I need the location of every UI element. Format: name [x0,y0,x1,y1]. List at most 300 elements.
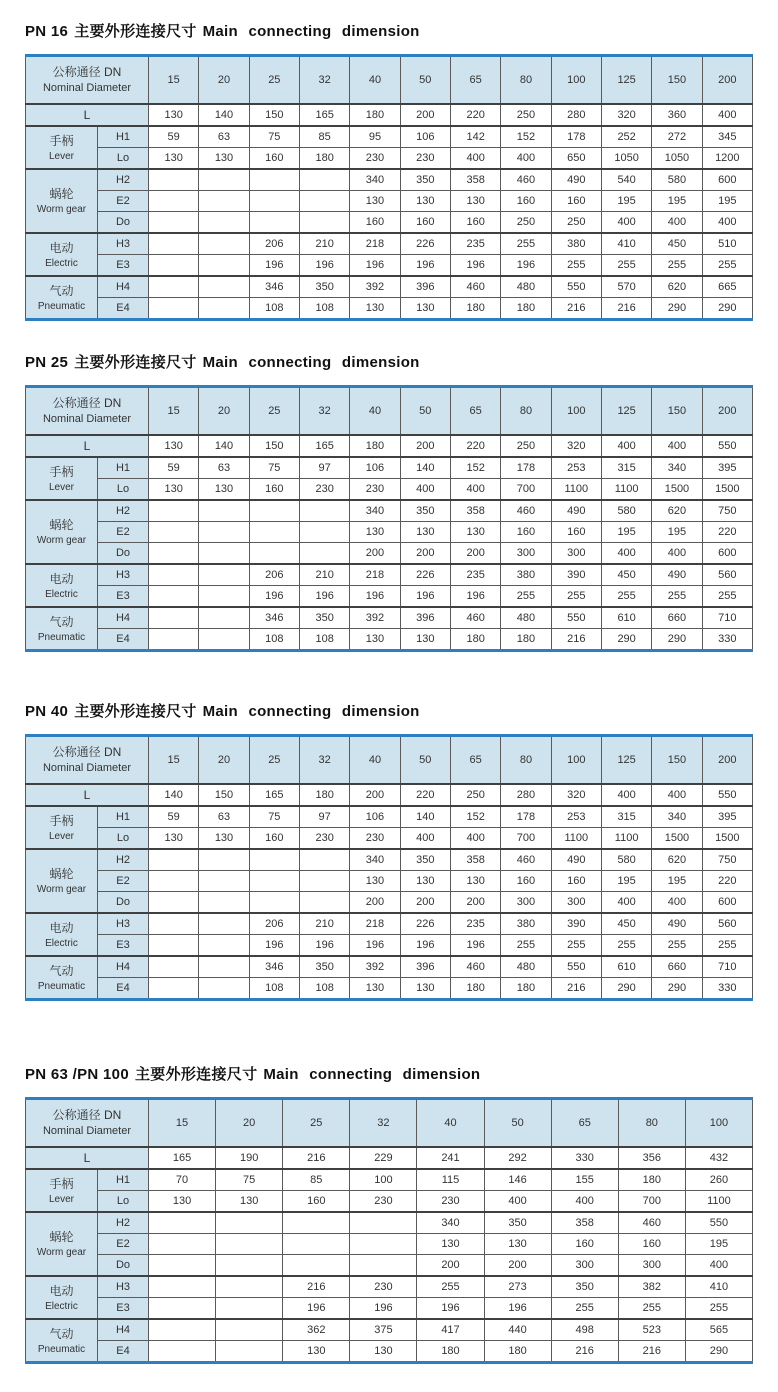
value-cell-Do-50: 160 [400,212,450,234]
value-cell-H3-150: 490 [652,564,702,586]
value-cell-H3-15 [149,233,199,255]
value-cell-L-20: 190 [216,1147,283,1169]
nominal-diameter-cn: 公称通径 DN [52,65,122,80]
value-cell-E3-20 [199,935,249,957]
value-cell-H1-100: 260 [685,1169,752,1191]
category-en: Pneumatic [37,300,86,312]
value-cell-H1-50: 106 [400,126,450,148]
value-cell-L-40: 200 [350,784,400,806]
sub-label-H2: H2 [98,500,149,522]
value-cell-E3-150: 255 [652,586,702,608]
value-cell-H4-25: 346 [249,276,299,298]
value-cell-E3-200: 255 [702,935,752,957]
value-cell-E4-50: 130 [400,298,450,320]
value-cell-L-25: 150 [249,104,299,126]
value-cell-L-80: 356 [618,1147,685,1169]
value-cell-H2-25 [249,500,299,522]
value-cell-E2-50: 130 [400,522,450,543]
value-cell-Lo-100: 650 [551,148,601,170]
value-cell-E2-50: 130 [400,191,450,212]
category-label-pneumatic [26,607,98,651]
dimension-row-H3 [26,233,753,255]
dn-column-header-100: 100 [685,1099,752,1148]
value-cell-H1-100: 253 [551,457,601,479]
nominal-diameter-cn: 公称通径 DN [52,1108,122,1123]
category-cn: 电动 [49,240,74,255]
value-cell-H4-125: 610 [601,607,651,629]
value-cell-E2-80: 160 [501,871,551,892]
value-cell-Lo-40: 230 [350,148,400,170]
value-cell-H1-50: 140 [400,457,450,479]
value-cell-L-150: 400 [652,784,702,806]
value-cell-H3-80: 255 [501,233,551,255]
value-cell-H4-15 [149,607,199,629]
value-cell-E2-80: 160 [501,191,551,212]
value-cell-H1-15: 59 [149,806,199,828]
dimension-row-E3 [26,1298,753,1320]
value-cell-H2-100: 490 [551,849,601,871]
nominal-diameter-en: Nominal Diameter [42,761,132,774]
value-cell-L-100: 432 [685,1147,752,1169]
value-cell-H1-150: 340 [652,806,702,828]
dimension-row-H4 [26,1319,753,1341]
title-chinese: 主要外形连接尺寸 [74,23,197,40]
title-english: Main connecting dimension [202,23,420,40]
sub-label-H3: H3 [98,1276,149,1298]
value-cell-L-20: 140 [199,435,249,457]
value-cell-E3-125: 255 [601,255,651,277]
value-cell-H3-200: 510 [702,233,752,255]
dn-column-header-80: 80 [501,736,551,785]
value-cell-H2-100: 490 [551,169,601,191]
value-cell-H4-150: 660 [652,607,702,629]
value-cell-H4-65: 460 [450,956,500,978]
value-cell-H2-15 [149,169,199,191]
value-cell-E4-200: 290 [702,298,752,320]
value-cell-H1-65: 152 [450,806,500,828]
value-cell-H1-200: 395 [702,806,752,828]
value-cell-H4-32: 350 [299,607,349,629]
category-en: Lever [48,1193,74,1205]
value-cell-E3-32: 196 [299,586,349,608]
sub-label-E3: E3 [98,255,149,277]
value-cell-H2-80: 460 [618,1212,685,1234]
value-cell-Do-20 [199,212,249,234]
dimension-row-Do [26,1255,753,1277]
title-pn-rating: PN 63 /PN 100 [25,1066,129,1083]
pn25-dimension-table [25,385,753,652]
value-cell-Lo-65: 400 [551,1191,618,1213]
dimension-row-H2 [26,500,753,522]
value-cell-H4-125: 570 [601,276,651,298]
value-cell-H2-25 [249,849,299,871]
value-cell-Do-125: 400 [601,543,651,565]
value-cell-E2-100: 160 [551,191,601,212]
value-cell-H1-32: 97 [299,457,349,479]
value-cell-Do-65: 160 [450,212,500,234]
value-cell-E3-40: 196 [350,586,400,608]
value-cell-H3-100: 380 [551,233,601,255]
value-cell-Lo-65: 400 [450,828,500,850]
value-cell-H2-50: 350 [400,169,450,191]
value-cell-Do-40: 200 [350,892,400,914]
value-cell-H4-80: 480 [501,276,551,298]
category-cn: 电动 [49,920,74,935]
value-cell-Do-125: 400 [601,892,651,914]
value-cell-E2-32 [350,1234,417,1255]
dn-column-header-40: 40 [350,736,400,785]
value-cell-Do-32 [299,212,349,234]
dimension-row-Lo [26,828,753,850]
header-row [26,56,753,105]
value-cell-H3-32: 210 [299,233,349,255]
category-en: Worm gear [36,884,87,895]
value-cell-L-125: 400 [601,435,651,457]
dimension-row-Lo [26,1191,753,1213]
dimension-row-Do [26,892,753,914]
value-cell-E4-20 [199,629,249,651]
value-cell-H1-50: 146 [484,1169,551,1191]
value-cell-E2-80: 160 [501,522,551,543]
title-english: Main connecting dimension [202,703,420,720]
value-cell-H3-15 [149,913,199,935]
value-cell-E4-25: 108 [249,629,299,651]
value-cell-Do-25 [249,543,299,565]
nominal-diameter-en: Nominal Diameter [42,1124,132,1137]
title-english: Main connecting dimension [263,1066,481,1083]
value-cell-H1-20: 63 [199,457,249,479]
value-cell-H2-20 [199,169,249,191]
dn-column-header-25: 25 [249,387,299,436]
category-cn: 蜗轮 [49,867,74,881]
value-cell-H1-65: 155 [551,1169,618,1191]
value-cell-E2-65: 130 [450,191,500,212]
value-cell-H4-25: 346 [249,956,299,978]
value-cell-E4-15 [149,978,199,1000]
category-label-lever [26,457,98,500]
value-cell-H2-25 [283,1212,350,1234]
value-cell-L-65: 220 [450,435,500,457]
value-cell-L-150: 400 [652,435,702,457]
value-cell-E4-20 [216,1341,283,1363]
sub-label-Do: Do [98,543,149,565]
value-cell-H2-150: 620 [652,500,702,522]
dn-column-header-100: 100 [551,736,601,785]
sub-label-E3: E3 [98,586,149,608]
value-cell-E2-80: 160 [618,1234,685,1255]
value-cell-H2-200: 750 [702,849,752,871]
dimension-row-E2 [26,191,753,212]
value-cell-Lo-125: 1100 [601,479,651,501]
dimension-row-E2 [26,871,753,892]
value-cell-H1-40: 95 [350,126,400,148]
value-cell-Do-200: 600 [702,543,752,565]
value-cell-Do-100: 400 [685,1255,752,1277]
value-cell-H1-20: 75 [216,1169,283,1191]
value-cell-H3-80: 382 [618,1276,685,1298]
value-cell-H4-25: 346 [249,607,299,629]
value-cell-E3-15 [149,1298,216,1320]
value-cell-H3-125: 450 [601,564,651,586]
title-chinese: 主要外形连接尺寸 [74,703,197,720]
value-cell-H4-200: 710 [702,956,752,978]
category-en: Pneumatic [37,980,86,992]
category-label-electric [26,564,98,607]
value-cell-Do-80: 300 [501,543,551,565]
value-cell-H1-100: 178 [551,126,601,148]
value-cell-E4-150: 290 [652,629,702,651]
value-cell-L-150: 360 [652,104,702,126]
value-cell-E2-50: 130 [400,871,450,892]
value-cell-H2-200: 750 [702,500,752,522]
value-cell-E4-80: 180 [501,298,551,320]
value-cell-Lo-32: 230 [299,828,349,850]
category-en: Worm gear [36,535,87,546]
dn-column-header-200: 200 [702,387,752,436]
value-cell-L-40: 180 [350,104,400,126]
value-cell-H4-32: 350 [299,276,349,298]
value-cell-Do-40: 200 [350,543,400,565]
dn-column-header-125: 125 [601,56,651,105]
value-cell-H1-80: 152 [501,126,551,148]
value-cell-H4-150: 620 [652,276,702,298]
value-cell-H3-40: 255 [417,1276,484,1298]
value-cell-E2-32 [299,522,349,543]
sub-label-Lo: Lo [98,148,149,170]
value-cell-H2-20 [216,1212,283,1234]
category-en: Electric [45,588,78,600]
dn-column-header-65: 65 [450,56,500,105]
value-cell-E4-100: 216 [551,629,601,651]
sub-label-E2: E2 [98,522,149,543]
value-cell-H3-32: 230 [350,1276,417,1298]
value-cell-H3-25: 206 [249,564,299,586]
value-cell-H3-65: 235 [450,913,500,935]
value-cell-H2-80: 460 [501,500,551,522]
value-cell-Lo-150: 1500 [652,479,702,501]
value-cell-E4-32: 130 [350,1341,417,1363]
value-cell-H3-20 [199,233,249,255]
value-cell-E2-40: 130 [350,522,400,543]
value-cell-H4-50: 396 [400,276,450,298]
value-cell-Lo-125: 1050 [601,148,651,170]
value-cell-L-32: 229 [350,1147,417,1169]
value-cell-Lo-32: 230 [299,479,349,501]
value-cell-H4-20 [199,607,249,629]
value-cell-Do-32 [299,543,349,565]
value-cell-E3-15 [149,935,199,957]
dn-column-header-50: 50 [400,736,450,785]
dn-column-header-65: 65 [450,387,500,436]
value-cell-H1-25: 85 [283,1169,350,1191]
value-cell-H4-40: 417 [417,1319,484,1341]
nominal-diameter-header-cell [26,736,149,785]
value-cell-Do-32 [350,1255,417,1277]
value-cell-E2-25 [249,191,299,212]
value-cell-E2-20 [199,191,249,212]
row-label-L: L [26,104,149,126]
dimension-row-E4 [26,1341,753,1363]
dimension-row-Do [26,212,753,234]
value-cell-Lo-15: 130 [149,479,199,501]
value-cell-H4-150: 660 [652,956,702,978]
value-cell-H2-65: 358 [450,500,500,522]
category-en: Pneumatic [37,1343,86,1355]
category-label-electric [26,233,98,276]
dimension-row-H1 [26,806,753,828]
value-cell-H1-15: 59 [149,457,199,479]
row-label-L: L [26,784,149,806]
dn-column-header-20: 20 [199,736,249,785]
value-cell-E2-50: 130 [484,1234,551,1255]
value-cell-E2-200: 220 [702,522,752,543]
dn-column-header-50: 50 [400,387,450,436]
value-cell-E3-50: 196 [400,935,450,957]
value-cell-E4-15 [149,298,199,320]
l-row [26,1147,753,1169]
value-cell-Lo-100: 1100 [685,1191,752,1213]
value-cell-H1-200: 345 [702,126,752,148]
dn-column-header-40: 40 [417,1099,484,1148]
value-cell-E2-100: 195 [685,1234,752,1255]
value-cell-Do-80: 300 [501,892,551,914]
value-cell-E4-100: 216 [551,298,601,320]
dn-column-header-50: 50 [400,56,450,105]
value-cell-E4-100: 216 [551,978,601,1000]
value-cell-H3-125: 410 [601,233,651,255]
value-cell-E3-80: 255 [501,586,551,608]
value-cell-E2-32 [299,191,349,212]
value-cell-H2-65: 358 [551,1212,618,1234]
dimension-row-E2 [26,522,753,543]
value-cell-Lo-32: 230 [350,1191,417,1213]
value-cell-L-100: 320 [551,784,601,806]
value-cell-H2-150: 620 [652,849,702,871]
value-cell-H2-15 [149,849,199,871]
value-cell-H1-40: 115 [417,1169,484,1191]
value-cell-E3-40: 196 [417,1298,484,1320]
value-cell-H4-200: 710 [702,607,752,629]
category-cn: 手柄 [49,1176,74,1191]
dn-column-header-50: 50 [484,1099,551,1148]
value-cell-Lo-65: 400 [450,479,500,501]
value-cell-E4-32: 108 [299,298,349,320]
value-cell-Lo-80: 400 [501,148,551,170]
category-en: Lever [48,481,74,493]
header-row [26,736,753,785]
sub-label-E4: E4 [98,1341,149,1363]
dimension-row-E4 [26,978,753,1000]
value-cell-Lo-50: 400 [484,1191,551,1213]
category-label-pneumatic [26,276,98,320]
value-cell-L-50: 200 [400,104,450,126]
pn25-section [25,351,753,652]
sub-label-Lo: Lo [98,828,149,850]
sub-label-Do: Do [98,212,149,234]
value-cell-E3-50: 196 [400,586,450,608]
dn-column-header-15: 15 [149,736,199,785]
value-cell-Lo-15: 130 [149,828,199,850]
value-cell-L-20: 140 [199,104,249,126]
value-cell-Do-80: 250 [501,212,551,234]
value-cell-E3-50: 196 [484,1298,551,1320]
pn16-title [25,20,753,41]
value-cell-E4-50: 130 [400,978,450,1000]
value-cell-E3-80: 255 [618,1298,685,1320]
value-cell-H1-40: 106 [350,457,400,479]
value-cell-H4-50: 396 [400,956,450,978]
value-cell-Do-15 [149,1255,216,1277]
header-row [26,387,753,436]
value-cell-H4-100: 550 [551,276,601,298]
value-cell-E2-20 [199,871,249,892]
value-cell-H4-65: 498 [551,1319,618,1341]
pn40-section [25,700,753,1001]
dimension-row-H3 [26,564,753,586]
value-cell-Do-40: 160 [350,212,400,234]
value-cell-H2-32 [299,849,349,871]
value-cell-H3-20 [199,913,249,935]
value-cell-H4-65: 460 [450,607,500,629]
value-cell-E2-125: 195 [601,871,651,892]
value-cell-E4-40: 130 [350,298,400,320]
value-cell-E2-65: 160 [551,1234,618,1255]
pn40-title [25,700,753,721]
value-cell-E3-200: 255 [702,255,752,277]
value-cell-E3-25: 196 [249,586,299,608]
value-cell-E4-65: 180 [450,629,500,651]
value-cell-E4-80: 180 [501,978,551,1000]
value-cell-H4-40: 392 [350,607,400,629]
value-cell-H3-200: 560 [702,564,752,586]
value-cell-E4-50: 180 [484,1341,551,1363]
value-cell-Lo-80: 700 [501,828,551,850]
category-label-worm-gear [26,500,98,564]
value-cell-H4-40: 392 [350,956,400,978]
value-cell-E4-25: 108 [249,298,299,320]
value-cell-H2-65: 358 [450,849,500,871]
value-cell-H4-32: 350 [299,956,349,978]
value-cell-E3-20 [199,255,249,277]
value-cell-Do-25 [249,892,299,914]
value-cell-E3-32: 196 [350,1298,417,1320]
value-cell-Lo-20: 130 [199,828,249,850]
dn-column-header-32: 32 [299,736,349,785]
value-cell-Lo-15: 130 [149,148,199,170]
value-cell-H3-65: 350 [551,1276,618,1298]
value-cell-Lo-125: 1100 [601,828,651,850]
value-cell-E4-125: 290 [601,629,651,651]
value-cell-H4-80: 480 [501,607,551,629]
value-cell-L-100: 320 [551,435,601,457]
value-cell-H4-80: 523 [618,1319,685,1341]
value-cell-E2-40: 130 [417,1234,484,1255]
value-cell-E2-200: 195 [702,191,752,212]
sub-label-H2: H2 [98,849,149,871]
value-cell-Do-200: 600 [702,892,752,914]
l-row [26,784,753,806]
value-cell-E2-150: 195 [652,871,702,892]
value-cell-H1-80: 180 [618,1169,685,1191]
dn-column-header-200: 200 [702,56,752,105]
value-cell-Lo-15: 130 [149,1191,216,1213]
value-cell-E2-40: 130 [350,871,400,892]
value-cell-E4-20 [199,978,249,1000]
value-cell-H3-15 [149,1276,216,1298]
value-cell-E2-25 [249,871,299,892]
title-chinese: 主要外形连接尺寸 [134,1066,258,1083]
value-cell-E3-150: 255 [652,255,702,277]
